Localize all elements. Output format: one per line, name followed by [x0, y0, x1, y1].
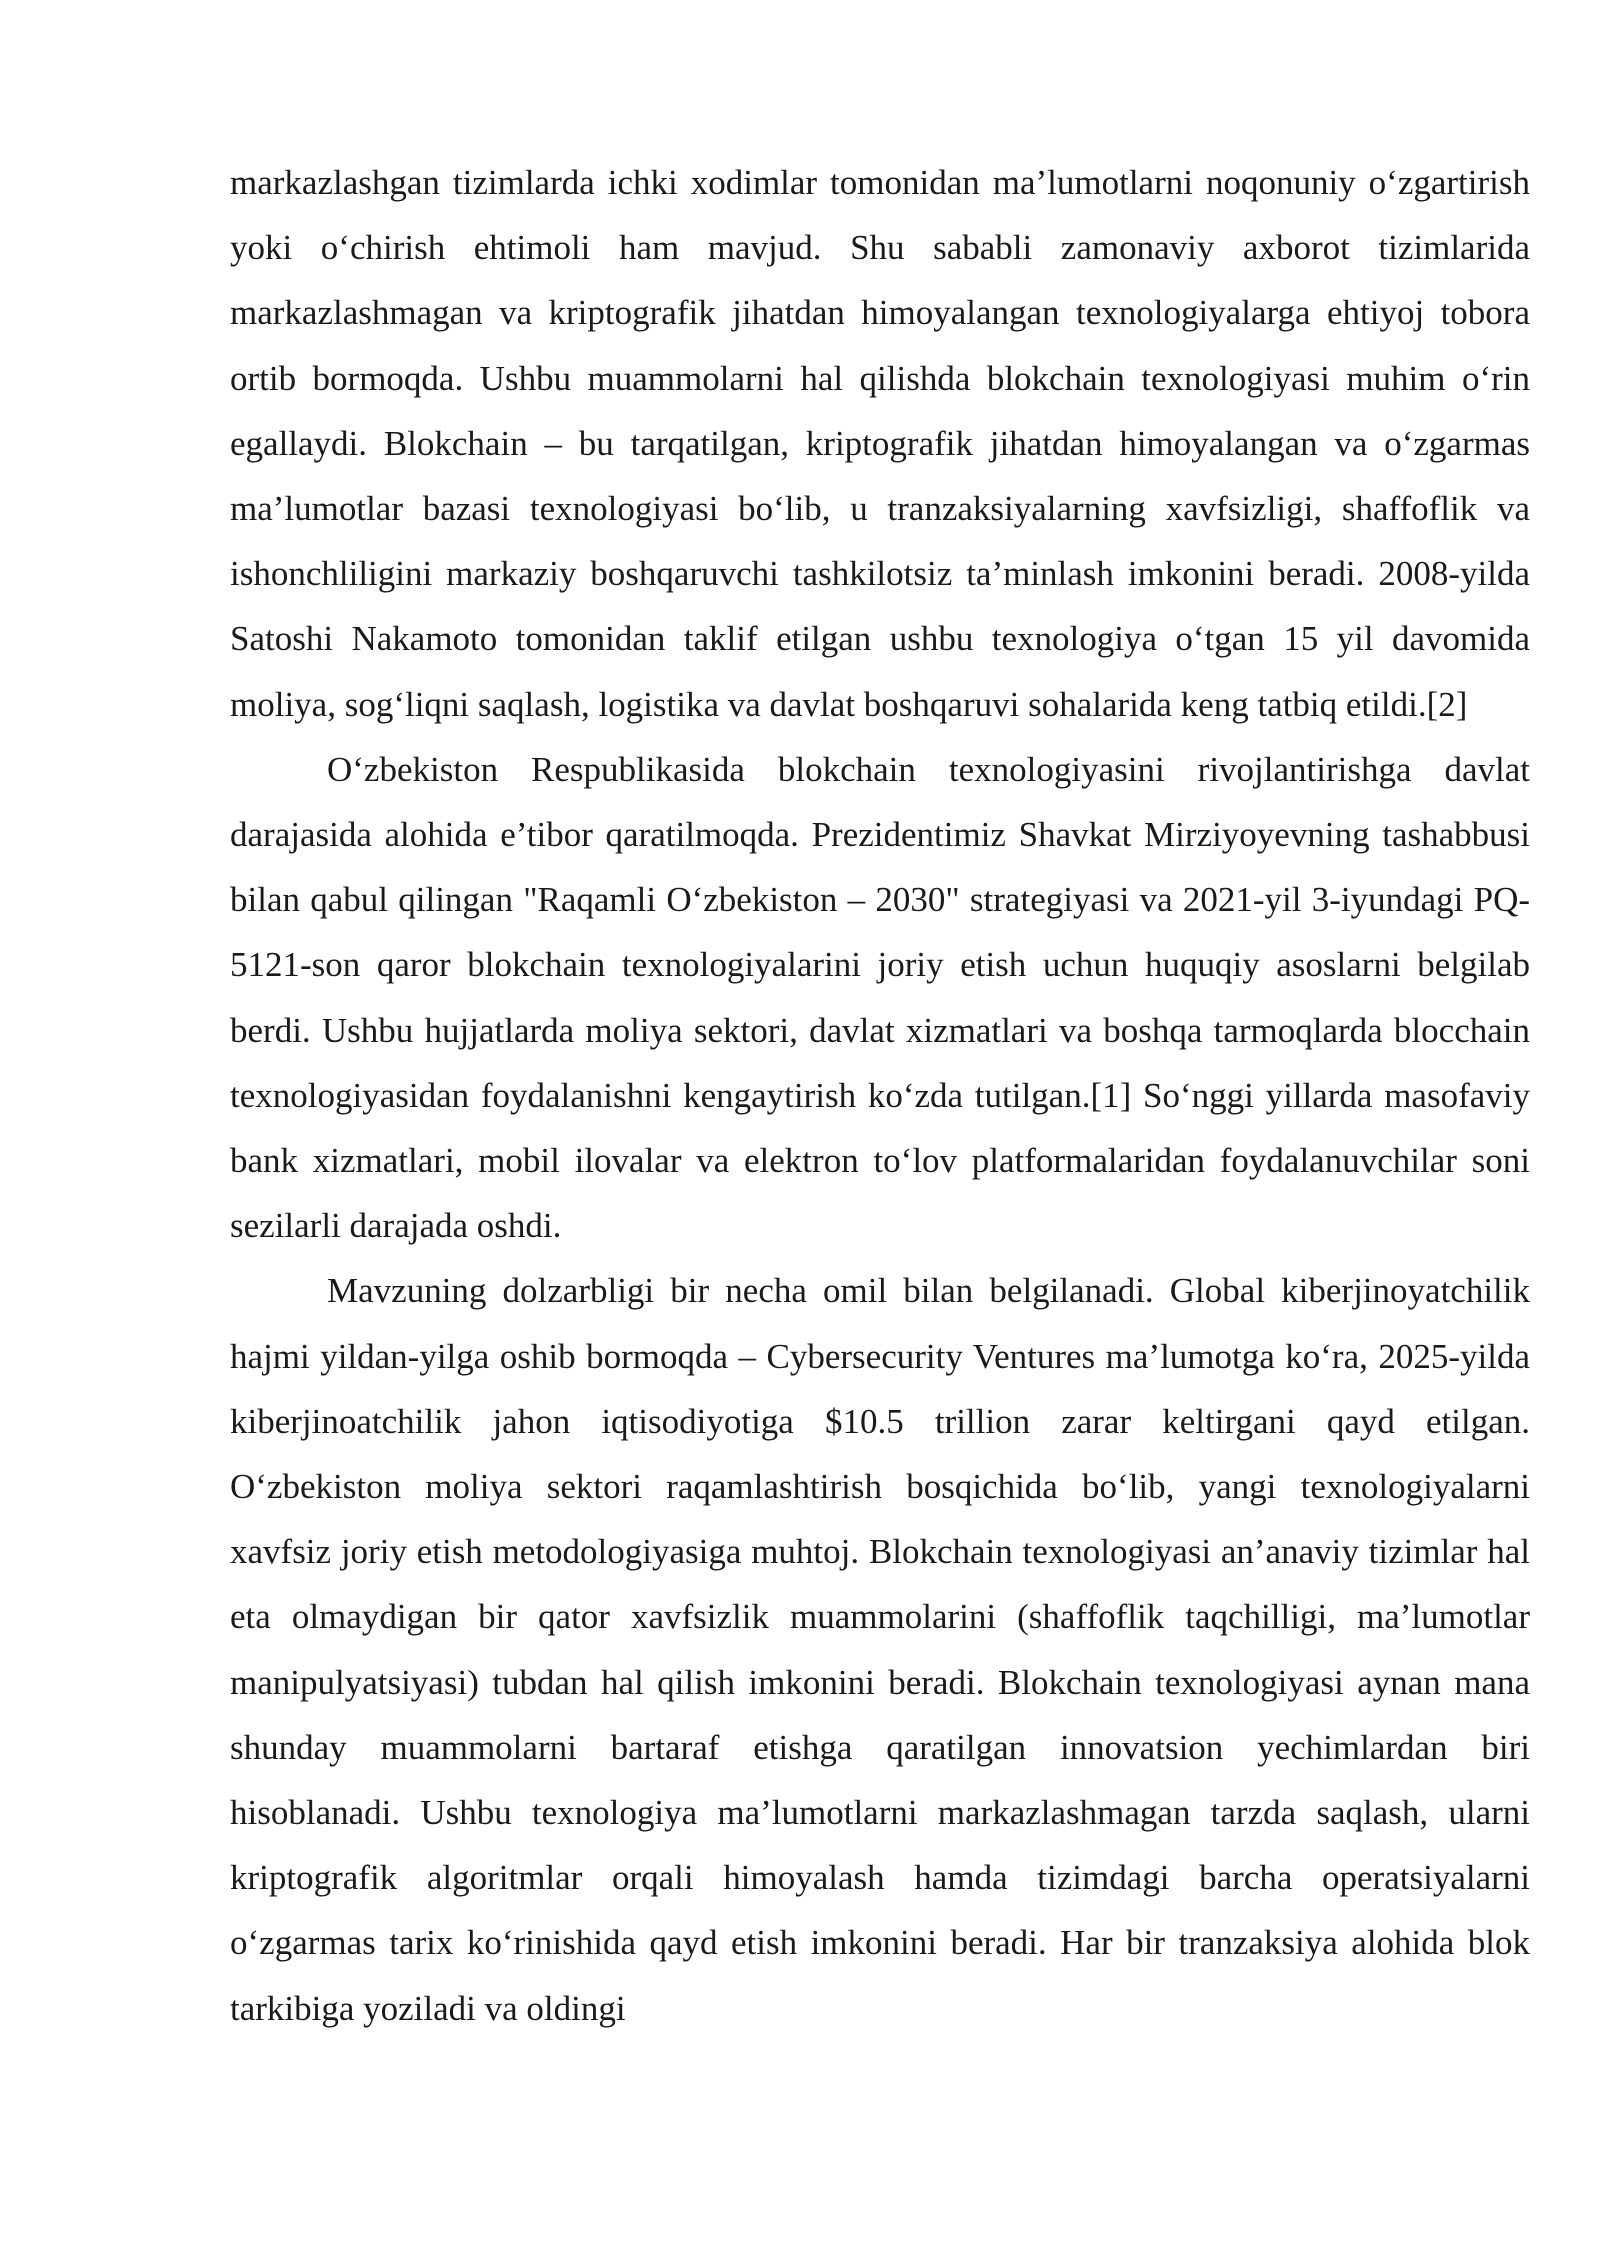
paragraph-relevance: Mavzuning dolzarbligi bir necha omil bilan belgilanadi. Global kiberjinoyatchilik hajmi yildan-yilga oshib bormoqda – Cybersecurity Ventures ma’lumotga ko‘ra, 2025-yilda kiberjinoatchilik jahon iqtisodiyotiga $10.5 trillion zarar keltirgani qayd etilgan. O‘zbekiston moliya sektori raqamlashtirish bosqichida bo‘lib, yangi texnologiyalarni xavfsiz joriy etish metodologiyasiga muhtoj. Blokchain texnologiyasi an’anaviy tizimlar hal eta olmaydigan bir qator xavfsizlik muammolarini (shaffoflik taqchilligi, ma’lumotlar manipulyatsiyasi) tubdan hal qilish imkonini beradi. Blokchain texnologiyasi aynan mana shunday muammolarni bartaraf etishga qaratilgan innovatsion yechimlardan biri hisoblanadi. Ushbu texnologiya ma’lumotlarni markazlashmagan tarzda saqlash, ularni kriptografik algoritmlar orqali himoyalash hamda tizimdagi barcha operatsiyalarni o‘zgarmas tarix ko‘rinishida qayd etish imkonini beradi. Har bir tranzaksiya alohida blok tarkibiga yoziladi va oldingi: [230, 1271, 1530, 2028]
paragraph-continuation: markazlashgan tizimlarda ichki xodimlar tomonidan ma’lumotlarni noqonuniy o‘zgartirish yoki o‘chirish ehtimoli ham mavjud. Shu sababli zamonaviy axborot tizimlarida markazlashmagan va kriptografik jihatdan himoyalangan texnologiyalarga ehtiyoj tobora ortib bormoqda. Ushbu muammolarni hal qilishda blokchain texnologiyasi muhim o‘rin egallaydi. Blokchain – bu tarqatilgan, kriptografik jihatdan himoyalangan va o‘zgarmas ma’lumotlar bazasi texnologiyasi bo‘lib, u tranzaksiyalarning xavfsizligi, shaffoflik va ishonchliligini markaziy boshqaruvchi tashkilotsiz ta’minlash imkonini beradi. 2008-yilda Satoshi Nakamoto tomonidan taklif etilgan ushbu texnologiya o‘tgan 15 yil davomida moliya, sog‘liqni saqlash, logistika va davlat boshqaruvi sohalarida keng tatbiq etildi.[2]: [230, 163, 1530, 724]
document-page: [230, 150, 1530, 2041]
paragraph-uzbekistan-blockchain: O‘zbekiston Respublikasida blokchain texnologiyasini rivojlantirishga davlat darajasida alohida e’tibor qaratilmoqda. Prezidentimiz Shavkat Mirziyoyevning tashabbusi bilan qabul qilingan "Raqamli O‘zbekiston – 2030" strategiyasi va 2021-yil 3-iyundagi PQ-5121-son qaror blokchain texnologiyalarini joriy etish uchun huquqiy asoslarni belgilab berdi. Ushbu hujjatlarda moliya sektori, davlat xizmatlari va boshqa tarmoqlarda blocchain texnologiyasidan foydalanishni kengaytirish ko‘zda tutilgan.[1] So‘nggi yillarda masofaviy bank xizmatlari, mobil ilovalar va elektron to‘lov platformalaridan foydalanuvchilar soni sezilarli darajada oshdi.: [230, 749, 1530, 1246]
